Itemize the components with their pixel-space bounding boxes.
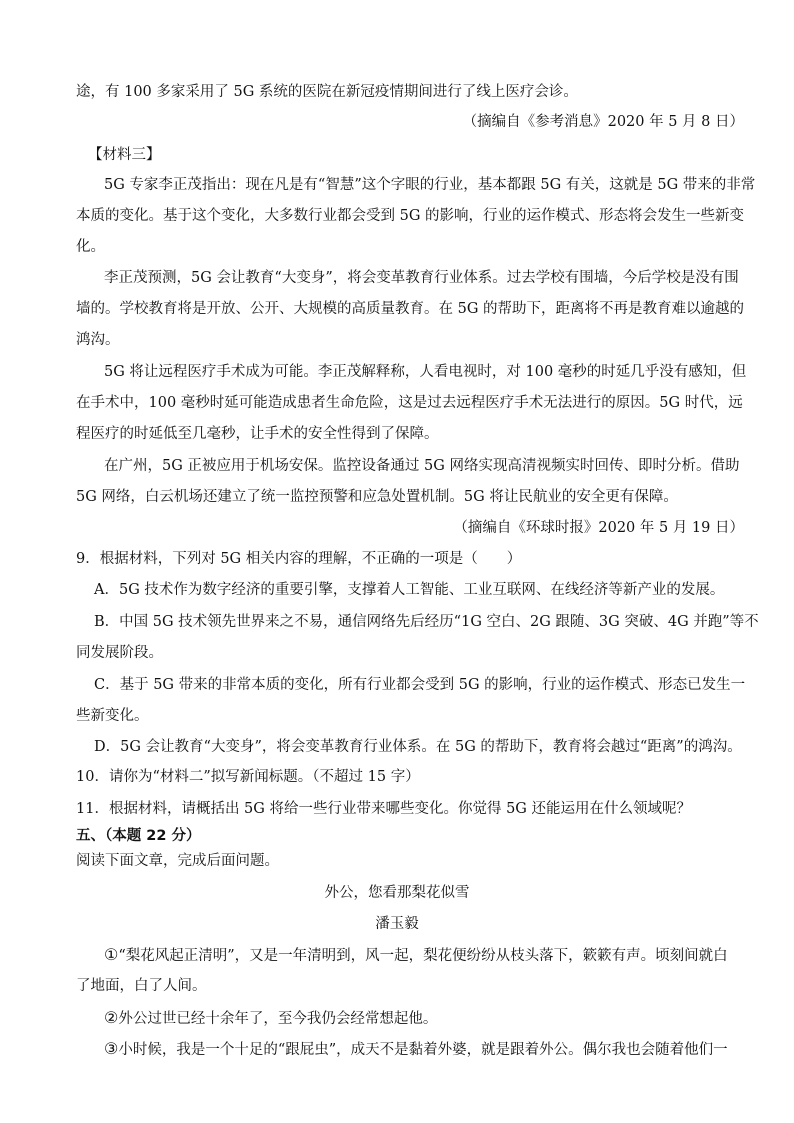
text-line: 程医疗的时延低至几毫秒，让手术的安全性得到了保障。 [76, 426, 439, 442]
text-line: 本质的变化。基于这个变化，大多数行业都会受到 5G 的影响，行业的运作模式、形态将会发生一些新变 [76, 208, 745, 224]
choice-d: D．5G 会让教育“大变身”，将会变革教育行业体系。在 5G 的帮助下，教育将会越过“距离”的鸿沟。 [94, 739, 742, 755]
text-line: 在手术中，100 毫秒时延可能造成患者生命危险，这是过去远程医疗手术无法进行的原因。5G 时代，远 [76, 395, 743, 411]
choice-b: B．中国 5G 技术领先世界来之不易，通信网络先后经历“1G 空白、2G 跟随、3G 突破、4G 并跑”等不 [94, 614, 759, 630]
text-line: 鸿沟。 [76, 332, 120, 348]
text-line: 了地面，白了人间。 [76, 978, 207, 994]
text-line: 墙的。学校教育将是开放、公开、大规模的高质量教育。在 5G 的帮助下，距离将不再是教育难以逾越的 [76, 301, 745, 317]
choice-c: C．基于 5G 带来的非常本质的变化，所有行业都会受到 5G 的影响，行业的运作模式、形态已发生一 [94, 677, 746, 693]
text-line: 在广州，5G 正被应用于机场安保。监控设备通过 5G 网络实现高清视频实时回传、即时分析。借助 [104, 458, 740, 474]
choice-c-continued: 些新变化。 [76, 708, 149, 724]
text-line: 外公过世已经十余年了，至今我仍会经常想起他。 [118, 1011, 438, 1027]
source-citation: （摘编自《参考消息》2020 年 5 月 8 日） [462, 114, 744, 130]
paragraph-marker: ① [104, 945, 119, 964]
choice-a: A．5G 技术作为数字经济的重要引擎，支撑着人工智能、工业互联网、在线经济等新产业的发展。 [94, 582, 725, 598]
instruction-text: 阅读下面文章，完成后面问题。 [76, 853, 279, 869]
text-line: 5G 网络，白云机场还建立了统一监控预警和应急处置机制。5G 将让民航业的安全更有保障。 [76, 489, 678, 505]
section-heading: 【材料三】 [88, 147, 161, 163]
text-line: 5G 将让远程医疗手术成为可能。李正茂解释称，人看电视时，对 100 毫秒的时延几乎没有感知，但 [104, 364, 747, 380]
article-title: 外公，您看那梨花似雪 [324, 885, 470, 901]
paragraph-marker: ③ [104, 1039, 119, 1058]
paragraph-3 [104, 1039, 728, 1060]
section-five-heading: 五、（本题 22 分） [76, 828, 201, 844]
text-line: 途，有 100 多家采用了 5G 系统的医院在新冠疫情期间进行了线上医疗会诊。 [76, 84, 578, 100]
text-line: “梨花风起正清明”，又是一年清明到，风一起，梨花便纷纷从枝头落下，簌簌有声。顷刻间就白 [118, 948, 728, 964]
source-citation: （摘编自《环球时报》2020 年 5 月 19 日） [453, 520, 744, 536]
article-author: 潘玉毅 [375, 916, 419, 932]
text-line: 李正茂预测，5G 会让教育“大变身”，将会变革教育行业体系。过去学校有围墙，今后学校是没有围 [104, 270, 739, 286]
text-line: 化。 [76, 239, 105, 255]
text-line: 小时候，我是一个十足的“跟屁虫”，成天不是黏着外婆，就是跟着外公。偶尔我也会随着他们一 [118, 1042, 728, 1058]
question-10: 10．请你为“材料二”拟写新闻标题。（不超过 15 字） [76, 769, 420, 785]
question-11: 11．根据材料，请概括出 5G 将给一些行业带来哪些变化。你觉得 5G 还能运用在什么领域呢？ [76, 801, 692, 817]
question-9: 9．根据材料，下列对 5G 相关内容的理解，不正确的一项是（ ） [76, 551, 522, 567]
choice-b-continued: 同发展阶段。 [76, 645, 163, 661]
paragraph-1 [104, 945, 728, 966]
text-line: 5G 专家李正茂指出：现在凡是有“智慧”这个字眼的行业，基本都跟 5G 有关，这就是 5G 带来的非常 [104, 177, 756, 193]
paragraph-2 [104, 1008, 437, 1029]
paragraph-marker: ② [104, 1008, 119, 1027]
